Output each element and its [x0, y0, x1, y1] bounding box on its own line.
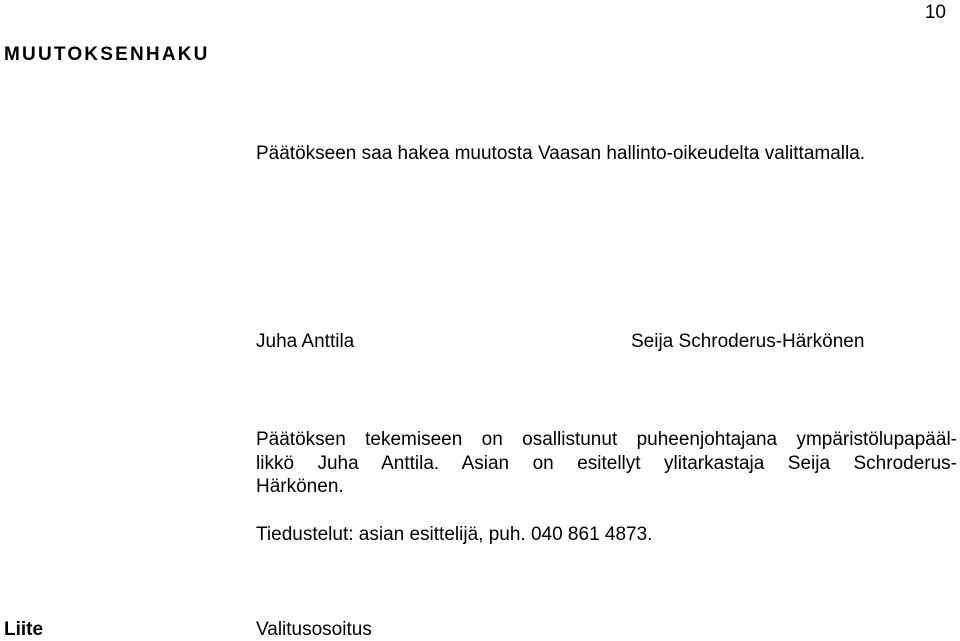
signature-presenter: Seija Schroderus-Härkönen — [631, 331, 865, 352]
appeal-instruction: Päätökseen saa hakea muutosta Vaasan hallinto-oikeudelta valittamalla. — [256, 143, 866, 164]
attachment-value: Valitusosoitus — [256, 619, 372, 640]
decision-paragraph — [256, 428, 957, 499]
attachment-label: Liite — [4, 619, 44, 640]
decision-line-3: Härkönen. — [256, 476, 344, 497]
decision-line-2: likkö Juha Anttila. Asian on esitellyt ylitarkastaja Seija Schroderus- — [256, 452, 957, 474]
signature-chair: Juha Anttila — [256, 331, 355, 352]
section-heading: MUUTOKSENHAKU — [4, 44, 210, 65]
contact-info: Tiedustelut: asian esittelijä, puh. 040 861 4873. — [256, 524, 653, 545]
decision-line-1: Päätöksen tekemiseen on osallistunut puheenjohtajana ympäristölupapääl- — [256, 429, 957, 450]
page-number: 10 — [924, 2, 946, 23]
